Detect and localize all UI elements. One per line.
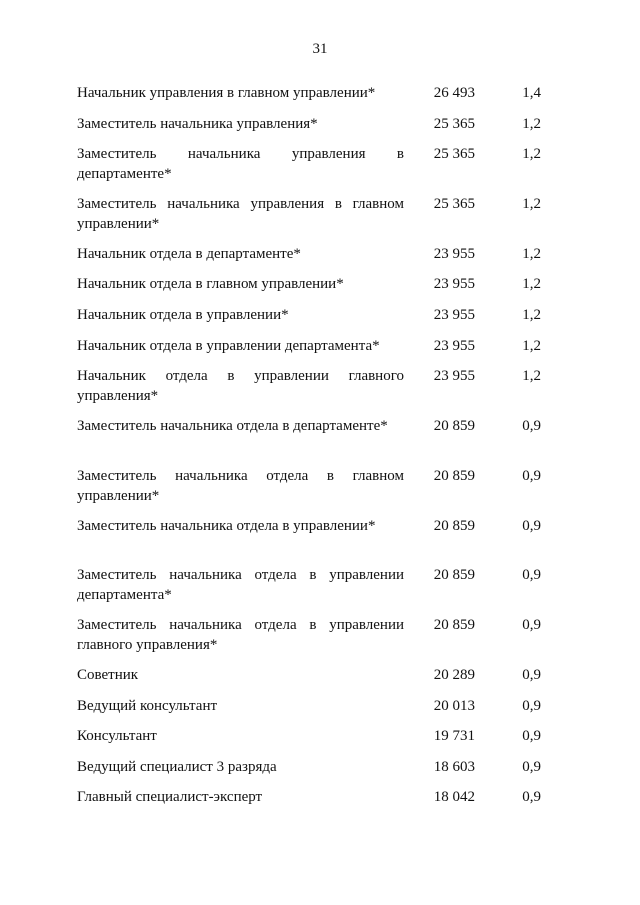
- position-title: Заместитель начальника отдела в управлении*: [77, 517, 376, 534]
- salary-value: 23 955: [433, 245, 475, 262]
- salary-value: 25 365: [433, 195, 475, 212]
- coefficient-value: 1,2: [522, 245, 541, 262]
- position-title: Заместитель начальника отдела в департаменте*: [77, 417, 388, 434]
- position-title: Ведущий специалист 3 разряда: [77, 758, 277, 775]
- coefficient-value: 1,2: [522, 146, 541, 163]
- coefficient-value: 1,2: [522, 115, 541, 132]
- coefficient-value: 0,9: [522, 697, 541, 714]
- position-title: Начальник управления в главном управлении*: [77, 85, 376, 101]
- table-row: [77, 615, 547, 665]
- position-title: Начальник отдела в управлении*: [77, 306, 289, 323]
- coefficient-value: 0,9: [522, 417, 541, 434]
- table-row: [77, 565, 547, 615]
- position-title: Начальник отдела в управлении департамента*: [77, 337, 380, 354]
- coefficient-value: 0,9: [522, 789, 541, 806]
- salary-value: 18 603: [433, 758, 475, 775]
- salary-value: 23 955: [433, 276, 475, 293]
- salary-value: 23 955: [433, 306, 475, 323]
- table-row: [77, 144, 547, 194]
- table-row: [77, 516, 547, 566]
- coefficient-value: 0,9: [522, 517, 541, 534]
- coefficient-value: 1,2: [522, 276, 541, 293]
- salary-value: 25 365: [433, 115, 475, 132]
- position-title: Начальник отдела в главном управлении*: [77, 276, 344, 293]
- coefficient-value: 1,2: [522, 195, 541, 212]
- table-row: [77, 244, 547, 275]
- coefficient-value: 1,4: [522, 85, 541, 101]
- salary-table: [77, 83, 547, 818]
- position-title: Заместитель начальника отдела в управлении департамента*: [77, 567, 404, 604]
- coefficient-value: 1,2: [522, 306, 541, 323]
- coefficient-value: 0,9: [522, 758, 541, 775]
- position-title: Консультант: [77, 728, 157, 745]
- salary-value: 20 859: [433, 467, 475, 484]
- salary-value: 20 013: [433, 697, 475, 714]
- salary-value: 18 042: [433, 789, 475, 806]
- salary-value: 19 731: [433, 728, 475, 745]
- coefficient-value: 0,9: [522, 617, 541, 634]
- position-title: Заместитель начальника отдела в главном управлении*: [77, 467, 404, 504]
- table-row: [77, 336, 547, 367]
- salary-value: 20 859: [433, 517, 475, 534]
- position-title: Заместитель начальника управления в главном управлении*: [77, 195, 404, 232]
- position-title: Ведущий консультант: [77, 697, 218, 714]
- salary-value: 20 859: [433, 417, 475, 434]
- table-row: [77, 274, 547, 305]
- position-title: Начальник отдела в управлении главного управления*: [77, 368, 404, 405]
- salary-value: 26 493: [433, 85, 475, 101]
- table-row: [77, 366, 547, 416]
- salary-value: 25 365: [433, 146, 475, 163]
- position-title: Заместитель начальника отдела в управлении главного управления*: [77, 617, 404, 654]
- salary-value: 20 859: [433, 567, 475, 584]
- table-row: [77, 787, 547, 818]
- salary-value: 23 955: [433, 337, 475, 354]
- coefficient-value: 0,9: [522, 567, 541, 584]
- table-row: [77, 757, 547, 788]
- position-title: Начальник отдела в департаменте*: [77, 245, 301, 262]
- page-number: 31: [312, 41, 328, 57]
- coefficient-value: 0,9: [522, 666, 541, 683]
- coefficient-value: 0,9: [522, 728, 541, 745]
- position-title: Заместитель начальника управления*: [77, 115, 318, 132]
- table-row: [77, 726, 547, 757]
- table-row: [77, 194, 547, 244]
- coefficient-value: 1,2: [522, 337, 541, 354]
- table-row: [77, 83, 547, 114]
- position-title: Главный специалист-эксперт: [77, 789, 263, 806]
- table-row: [77, 696, 547, 727]
- table-row: [77, 114, 547, 145]
- table-row: [77, 416, 547, 466]
- position-title: Советник: [77, 666, 139, 683]
- table-row: [77, 466, 547, 516]
- salary-value: 20 289: [433, 666, 475, 683]
- position-title: Заместитель начальника управления в департаменте*: [77, 146, 404, 183]
- coefficient-value: 1,2: [522, 368, 541, 385]
- table-row: [77, 665, 547, 696]
- coefficient-value: 0,9: [522, 467, 541, 484]
- table-row: [77, 305, 547, 336]
- salary-value: 20 859: [433, 617, 475, 634]
- salary-value: 23 955: [433, 368, 475, 385]
